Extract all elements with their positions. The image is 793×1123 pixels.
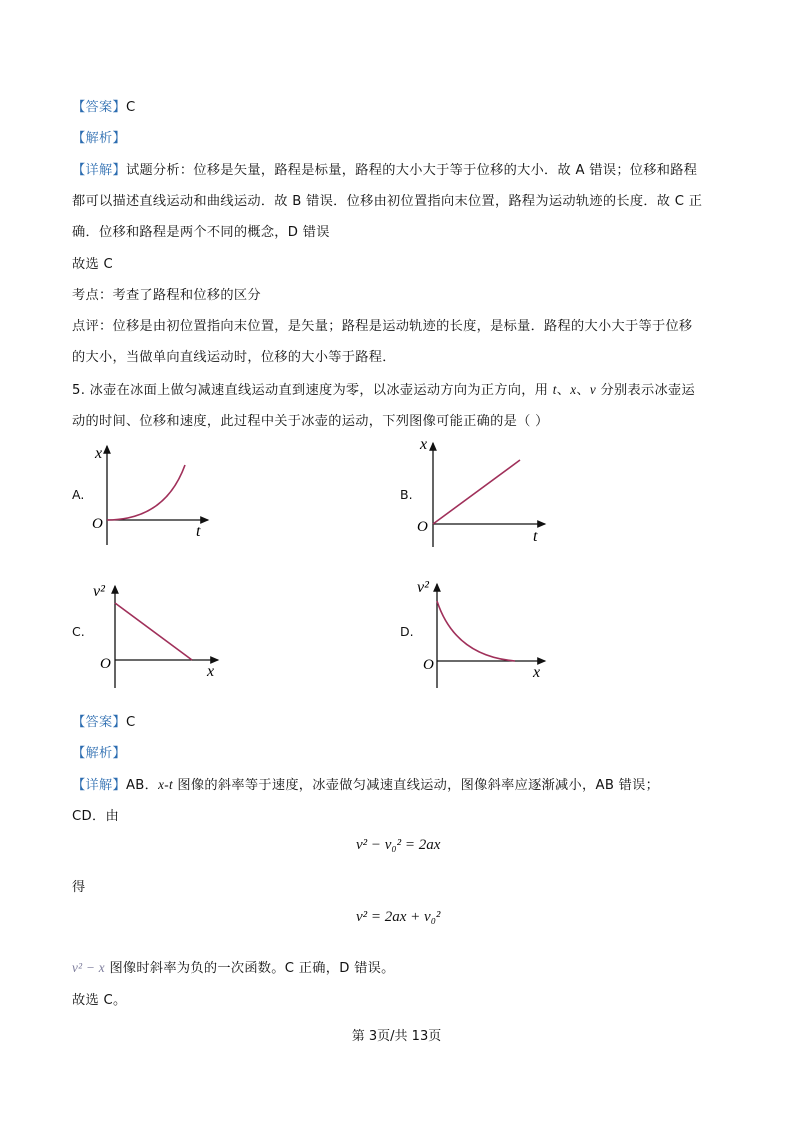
y-label: v²: [417, 579, 429, 596]
analysis-tag: 【解析】: [72, 131, 126, 146]
dianping-line-1: 点评：位移是由初位置指向末位置，是矢量；路程是运动轨迹的长度，是标量．路程的大小大于等于位移: [72, 319, 693, 334]
cd-line: CD．由: [72, 809, 119, 824]
option-a-label: A.: [72, 487, 85, 502]
line-constant-velocity: [433, 460, 520, 524]
detail-line-4: [72, 774, 659, 793]
y-label: x: [420, 436, 428, 453]
var-v: v: [589, 382, 597, 397]
y-label: v²: [93, 583, 105, 600]
answer-line-2: [72, 711, 135, 730]
dianping-line-2: 的大小，当做单向直线运动时，位移的大小等于路程．: [72, 350, 396, 365]
answer-value: C: [125, 715, 136, 730]
option-c-label: C.: [72, 624, 85, 639]
var-t: t: [552, 382, 557, 397]
kaodian-line: 考点：考查了路程和位移的区分: [72, 288, 261, 303]
var-x: x: [570, 382, 577, 397]
detail-line-1: [72, 159, 697, 178]
x-label: x: [533, 664, 541, 681]
answer-tag: 【答案】: [72, 715, 126, 730]
graph-c: [90, 576, 230, 688]
conclusion-line: [72, 957, 395, 976]
detail-prefix: AB．: [125, 778, 159, 793]
x-label: t: [533, 528, 538, 545]
question-text-end: 分别表示冰壶运: [596, 383, 695, 398]
curve-concave-decrease: [437, 601, 515, 661]
choose-line-1: 故选 C: [72, 257, 113, 272]
question-text: 5. 冰壶在冰面上做匀减速直线运动直到速度为零，以冰壶运动方向为正方向，用: [72, 383, 553, 398]
curve-accelerating: [107, 465, 185, 520]
conclusion-text: 图像时斜率为负的一次函数。C 正确，D 错误。: [104, 961, 395, 976]
answer-line-1: [72, 96, 135, 115]
option-d-label: D.: [400, 624, 414, 639]
detail-tag: 【详解】: [72, 163, 126, 178]
x-label: t: [196, 523, 201, 540]
origin-label: O: [100, 656, 111, 672]
graph-b: [415, 435, 555, 547]
graph-a: [90, 438, 220, 548]
graph-d: [415, 576, 555, 688]
x-label: x: [207, 663, 215, 680]
analysis-tag: 【解析】: [72, 746, 126, 761]
page-footer: 第 3页/共 13页: [351, 1029, 442, 1044]
question-line-2: 动的时间、位移和速度，此过程中关于冰壶的运动，下列图像可能正确的是（ ）: [72, 414, 549, 429]
equation-2: v² = 2ax + v₀²: [356, 909, 441, 925]
detail-line-2: 都可以描述直线运动和曲线运动．故 B 错误．位移由初位置指向末位置，路程为运动轨迹的长度．故 C 正: [72, 194, 703, 209]
origin-label: O: [92, 516, 103, 532]
detail-text: 图像的斜率等于速度，冰壶做匀减速直线运动，图像斜率应逐渐减小，AB 错误；: [172, 778, 660, 793]
question-line-1: [72, 379, 695, 398]
xt-math: x-t: [158, 777, 173, 792]
origin-label: O: [417, 519, 428, 535]
choose-line-2: 故选 C。: [72, 993, 127, 1008]
detail-line-3: 确．位移和路程是两个不同的概念，D 错误: [72, 225, 330, 240]
line-linear-decrease: [115, 603, 192, 660]
de-line: 得: [72, 880, 86, 895]
answer-tag: 【答案】: [72, 100, 126, 115]
detail-tag: 【详解】: [72, 778, 126, 793]
y-label: x: [95, 445, 103, 462]
analysis-heading-1: [72, 127, 126, 146]
sep: 、: [556, 383, 571, 398]
v2x-math: v² − x: [72, 960, 105, 975]
option-b-label: B.: [400, 487, 413, 502]
analysis-heading-2: [72, 742, 126, 761]
sep: 、: [576, 383, 590, 398]
origin-label: O: [423, 657, 434, 673]
answer-value: C: [125, 100, 136, 115]
equation-1: v² − v₀² = 2ax: [356, 837, 441, 853]
detail-text: 试题分析：位移是矢量，路程是标量，路程的大小大于等于位移的大小．故 A 错误；位移和路程: [125, 163, 698, 178]
